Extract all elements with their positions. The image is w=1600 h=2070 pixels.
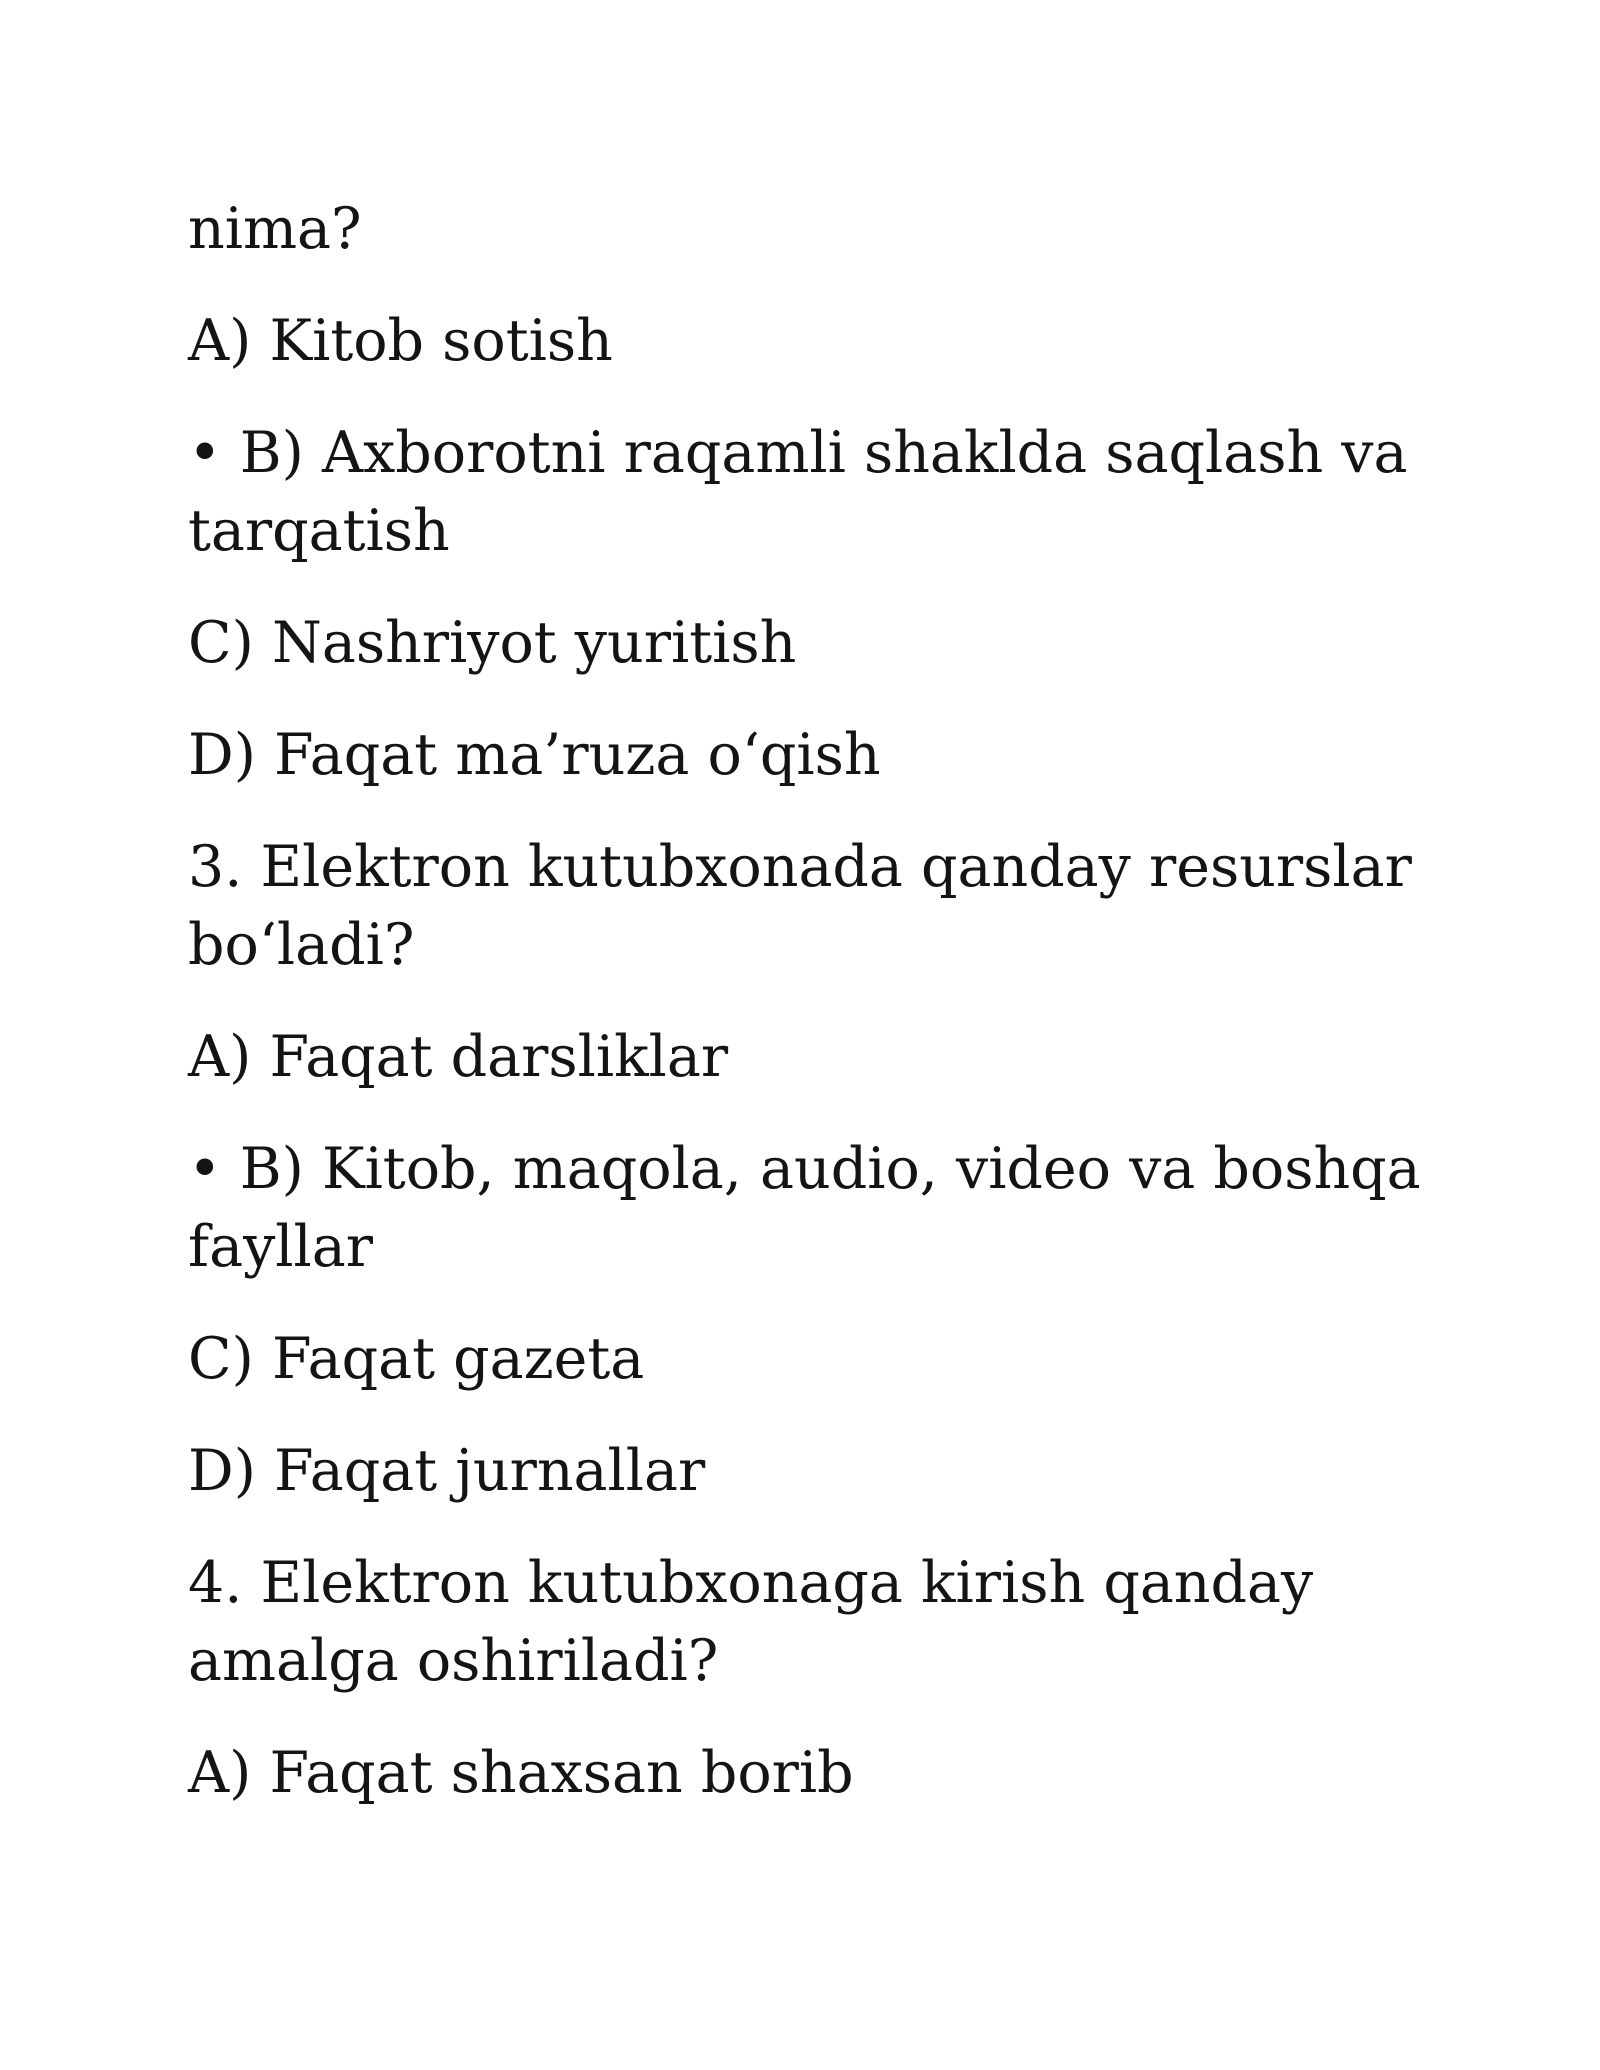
answer-option: C) Faqat gazeta <box>188 1326 645 1392</box>
answer-option: A) Faqat shaxsan borib <box>188 1740 854 1806</box>
answer-option-correct: • B) Axborotni raqamli shaklda saqlash va tarqatish <box>188 420 1408 564</box>
answer-option: A) Kitob sotish <box>188 308 613 374</box>
answer-option: D) Faqat ma’ruza o‘qish <box>188 722 881 788</box>
answer-option: D) Faqat jurnallar <box>188 1438 706 1504</box>
question-fragment: nima? <box>188 196 362 262</box>
question-3: 3. Elektron kutubxonada qanday resurslar bo‘ladi? <box>188 834 1412 978</box>
answer-option-correct: • B) Kitob, maqola, audio, video va boshqa fayllar <box>188 1136 1421 1280</box>
document-body <box>188 190 1428 1846</box>
answer-option: C) Nashriyot yuritish <box>188 610 797 676</box>
question-4: 4. Elektron kutubxonaga kirish qanday amalga oshiriladi? <box>188 1550 1314 1694</box>
answer-option: A) Faqat darsliklar <box>188 1024 729 1090</box>
